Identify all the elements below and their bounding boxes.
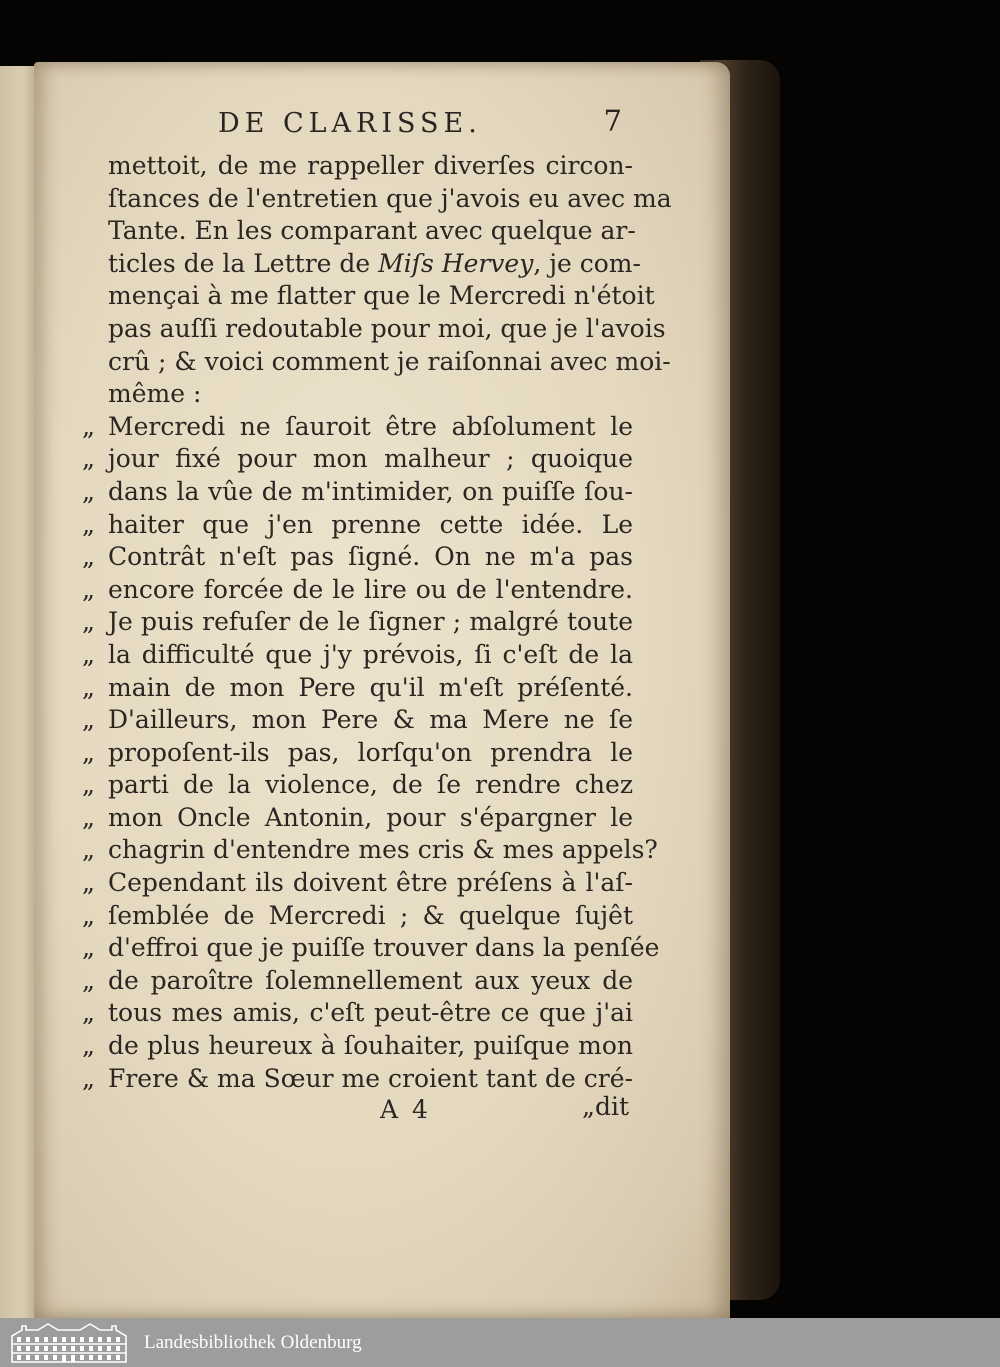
- page-header: [218, 104, 628, 144]
- quote-line: [108, 574, 633, 607]
- quote-line: [108, 769, 633, 802]
- quote-line-text: la difficulté que j'y prévois, ſi c'eſt de la: [108, 639, 633, 669]
- quote-line: [108, 867, 633, 900]
- quote-line-text: tous mes amis, c'eſt peut-être ce que j'ai: [108, 998, 633, 1028]
- quote-line-text: de plus heureux à ſouhaiter, puiſque mon: [108, 1031, 633, 1061]
- quote-line-text: mon Oncle Antonin, pour s'épargner le: [108, 802, 633, 832]
- text-line: crû ; & voici comment je raiſonnai avec moi-: [108, 346, 671, 376]
- quote-line: [108, 443, 633, 476]
- quote-line: [108, 1030, 633, 1063]
- quote-line-text: Contrât n'eſt pas ſigné. On ne m'a pas: [108, 542, 633, 572]
- text-line: ticles de la Lettre de Miſs Hervey, je com-: [108, 248, 641, 278]
- quote-line-text: Cependant ils doivent être préſens à l'aſ-: [108, 868, 633, 898]
- text-line: mençai à me flatter que le Mercredi n'étoit: [108, 281, 655, 311]
- quote-line: [108, 965, 633, 998]
- text-line: pas auſſi redoutable pour moi, que je l'avois: [108, 313, 666, 343]
- quote-line: [108, 672, 633, 705]
- quote-line: [108, 834, 658, 867]
- quote-line: [108, 541, 633, 574]
- quote-line-text: Je puis refuſer de le ſigner ; malgré toute: [108, 607, 633, 637]
- library-footer: [0, 1318, 1000, 1367]
- quote-line: [108, 900, 633, 933]
- text-line: Tante. En les comparant avec quelque ar-: [108, 216, 636, 246]
- page-number: 7: [603, 104, 622, 138]
- text-line: mettoit, de me rappeller diverſes circon-: [108, 151, 633, 180]
- running-title: DE CLARISSE.: [218, 108, 482, 139]
- text-line: même :: [108, 379, 202, 409]
- quote-line: [108, 997, 633, 1030]
- quote-line: [108, 1063, 633, 1096]
- quote-line-text: dans la vûe de m'intimider, on puiſſe ſou-: [108, 476, 633, 506]
- quote-line-text: d'effroi que je puiſſe trouver dans la penſée: [108, 933, 660, 963]
- quote-line: [108, 932, 660, 965]
- quote-line: [108, 802, 633, 835]
- quote-line: [108, 476, 633, 509]
- quote-line-text: Frere & ma Sœur me croient tant de cré-: [108, 1063, 633, 1093]
- signature-mark: A 4: [380, 1095, 431, 1124]
- text-line: ſtances de l'entretien que j'avois eu avec ma: [108, 183, 672, 213]
- catchword: „dit: [582, 1092, 629, 1121]
- quoted-passage: [108, 411, 660, 1095]
- quote-line-text: Mercredi ne ſauroit être abſolument le: [108, 411, 633, 441]
- quote-line: [108, 639, 633, 672]
- italic-name: Miſs Hervey: [378, 248, 534, 278]
- quote-line-text: propoſent-ils pas, lorſqu'on prendra le: [108, 737, 633, 767]
- quote-line-text: D'ailleurs, mon Pere & ma Mere ne ſe: [108, 705, 633, 735]
- quote-line: [108, 606, 633, 639]
- quote-line-text: de paroître ſolemnellement aux yeux de: [108, 965, 633, 995]
- quote-line-text: main de mon Pere qu'il m'eſt préſenté.: [108, 672, 633, 702]
- quote-line: [108, 704, 633, 737]
- left-page-edge: [0, 66, 38, 1318]
- quote-line-text: ſemblée de Mercredi ; & quelque ſujêt: [108, 900, 633, 930]
- body-text: [108, 150, 672, 1095]
- library-name: Landesbibliothek Oldenburg: [144, 1331, 362, 1353]
- quote-line-text: parti de la violence, de ſe rendre chez: [108, 770, 633, 800]
- quote-line-text: chagrin d'entendre mes cris & mes appels?: [108, 835, 658, 865]
- quote-line: [108, 737, 633, 770]
- library-building-icon: [8, 1322, 130, 1364]
- quote-line-text: encore forcée de le lire ou de l'entendre.: [108, 574, 633, 604]
- quote-line-text: haiter que j'en prenne cette idée. Le: [108, 509, 633, 539]
- quote-line: [108, 509, 633, 542]
- quote-line: [108, 411, 633, 444]
- quote-line-text: jour fixé pour mon malheur ; quoique: [108, 444, 633, 474]
